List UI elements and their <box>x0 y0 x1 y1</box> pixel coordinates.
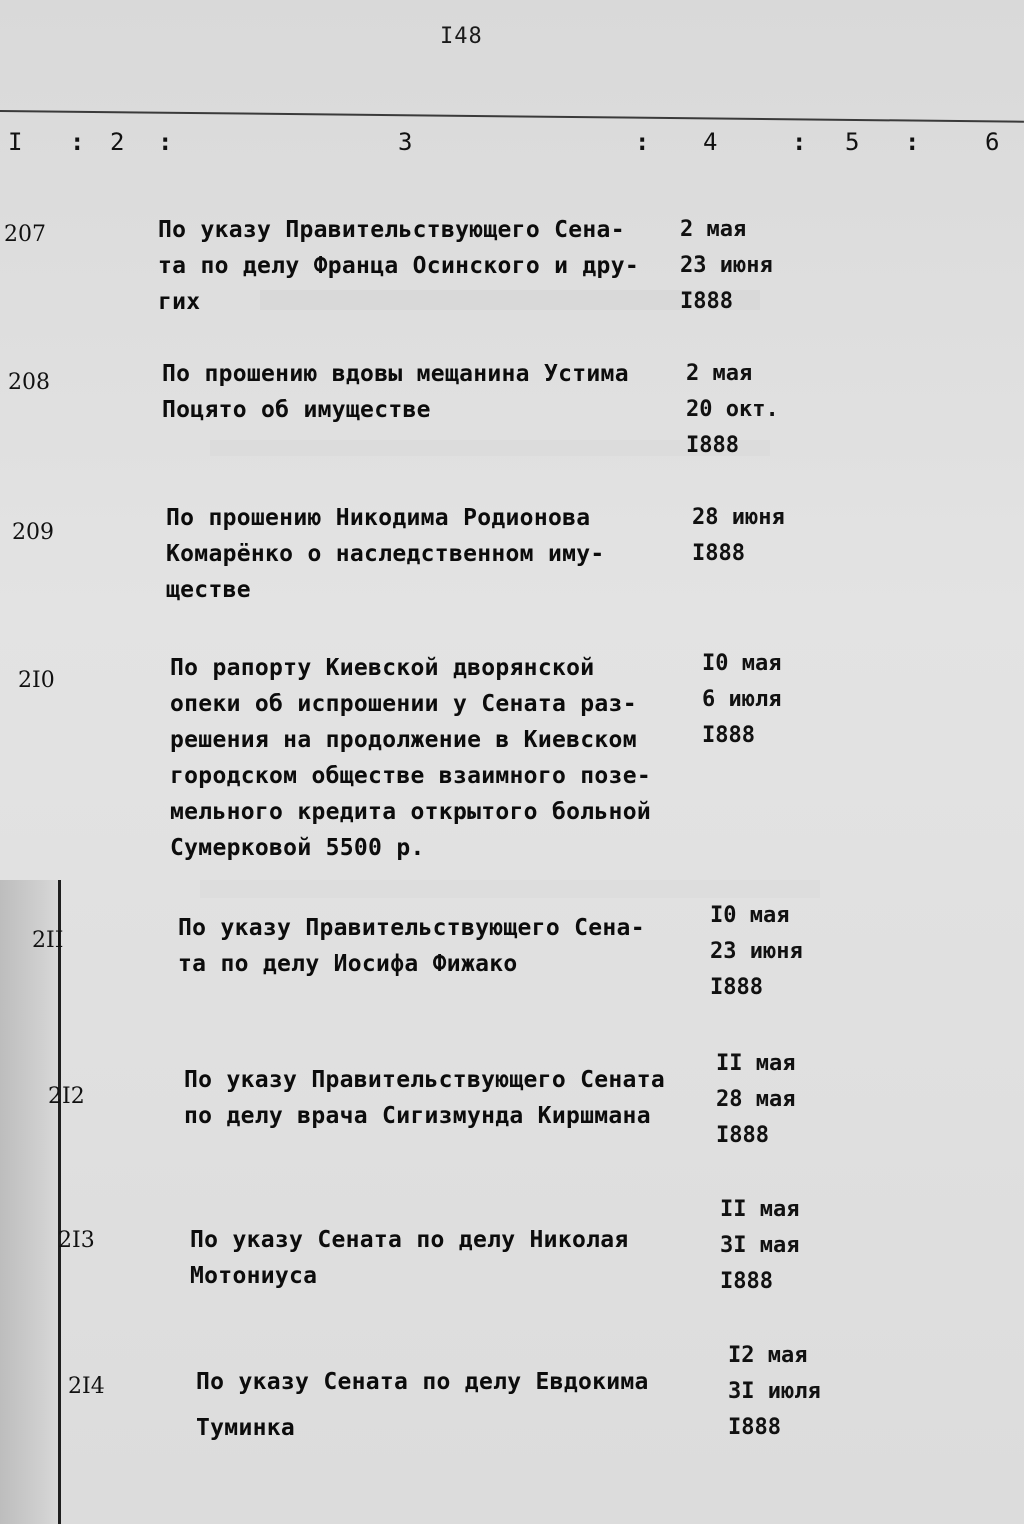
description-line: По указу Сената по делу Николая <box>190 1227 629 1253</box>
record-number: 2I4 <box>68 1374 105 1399</box>
description-line: По указу Правительствующего Сена- <box>178 915 645 941</box>
book-spine-edge <box>0 880 64 1524</box>
column-header-3: 3 <box>398 128 413 156</box>
date-line: 2 мая <box>680 217 747 242</box>
date-line: 6 июля <box>702 687 782 712</box>
column-separator: : <box>158 128 173 156</box>
record-dates <box>728 1338 821 1446</box>
date-line: 23 июня <box>680 253 773 278</box>
description-line: Сумерковой 5500 р. <box>170 835 425 861</box>
description-line: ществе <box>166 577 251 603</box>
description-line: Комарёнко о наследственном иму- <box>166 541 605 567</box>
description-line: та по делу Иосифа Фижако <box>178 951 518 977</box>
column-header-2: 2 <box>110 128 125 156</box>
column-header-4: 4 <box>703 128 718 156</box>
record-number: 2I3 <box>58 1228 95 1253</box>
page-number: I48 <box>440 24 483 49</box>
column-separator: : <box>792 128 807 156</box>
record-description <box>178 910 645 982</box>
header-rule <box>0 110 1024 123</box>
date-line: 28 мая <box>716 1087 796 1112</box>
description-line: Поцято об имуществе <box>162 397 431 423</box>
record-description <box>166 500 605 608</box>
date-line: 2 мая <box>686 361 753 386</box>
description-line: решения на продолжение в Киевском <box>170 727 637 753</box>
date-line: I888 <box>710 975 763 1000</box>
description-line: По прошению вдовы мещанина Устима <box>162 361 629 387</box>
column-header-5: 5 <box>845 128 860 156</box>
record-dates <box>710 898 803 1006</box>
column-separator: : <box>635 128 650 156</box>
column-header-6: 6 <box>985 128 1000 156</box>
description-line: Мотониуса <box>190 1263 318 1289</box>
description-line: Туминка <box>196 1415 296 1441</box>
description-line: по делу врача Сигизмунда Киршмана <box>184 1103 651 1129</box>
record-dates <box>680 212 773 320</box>
column-separator: : <box>70 128 85 156</box>
date-line: 20 окт. <box>686 397 779 422</box>
record-description <box>170 650 651 866</box>
date-line: I2 мая <box>728 1343 808 1368</box>
date-line: I888 <box>728 1415 781 1440</box>
record-description <box>190 1222 629 1294</box>
column-separator: : <box>905 128 920 156</box>
description-line: По указу Правительствующего Сената <box>184 1067 666 1093</box>
column-header-1: I <box>8 128 23 156</box>
date-line: I888 <box>720 1269 773 1294</box>
description-line: По указу Правительствующего Сена- <box>158 217 625 243</box>
date-line: 28 июня <box>692 505 785 530</box>
description-line: та по делу Франца Осинского и дру- <box>158 253 640 279</box>
description-line: мельного кредита открытого больной <box>170 799 652 825</box>
date-line: I888 <box>702 723 755 748</box>
date-line: I888 <box>680 289 733 314</box>
description-line: опеки об испрошении у Сената раз- <box>170 691 637 717</box>
record-number: 2I2 <box>48 1084 85 1109</box>
description-line: По указу Сената по делу Евдокима <box>196 1369 649 1395</box>
date-line: 23 июня <box>710 939 803 964</box>
record-dates <box>702 646 781 754</box>
record-number: 208 <box>8 370 50 395</box>
record-number: 2I0 <box>18 668 55 693</box>
date-line: 3I июля <box>728 1379 821 1404</box>
date-line: I888 <box>686 433 739 458</box>
date-line: II мая <box>720 1197 800 1222</box>
description-line: городском обществе взаимного позе- <box>170 763 652 789</box>
description-line: По рапорту Киевской дворянской <box>170 655 595 681</box>
date-line: I888 <box>716 1123 769 1148</box>
description-line: По прошению Никодима Родионова <box>166 505 591 531</box>
record-dates <box>716 1046 795 1154</box>
description-line: гих <box>158 289 201 315</box>
record-dates <box>720 1192 799 1300</box>
record-number: 209 <box>12 520 54 545</box>
date-line: I0 мая <box>702 651 782 676</box>
date-line: 3I мая <box>720 1233 800 1258</box>
record-description <box>158 212 639 320</box>
record-description <box>196 1364 649 1446</box>
record-dates <box>692 500 785 572</box>
record-description <box>184 1062 665 1134</box>
record-dates <box>686 356 779 464</box>
record-number: 207 <box>4 222 46 247</box>
record-description <box>162 356 629 428</box>
record-number: 2II <box>32 928 64 953</box>
date-line: II мая <box>716 1051 796 1076</box>
date-line: I888 <box>692 541 745 566</box>
date-line: I0 мая <box>710 903 790 928</box>
